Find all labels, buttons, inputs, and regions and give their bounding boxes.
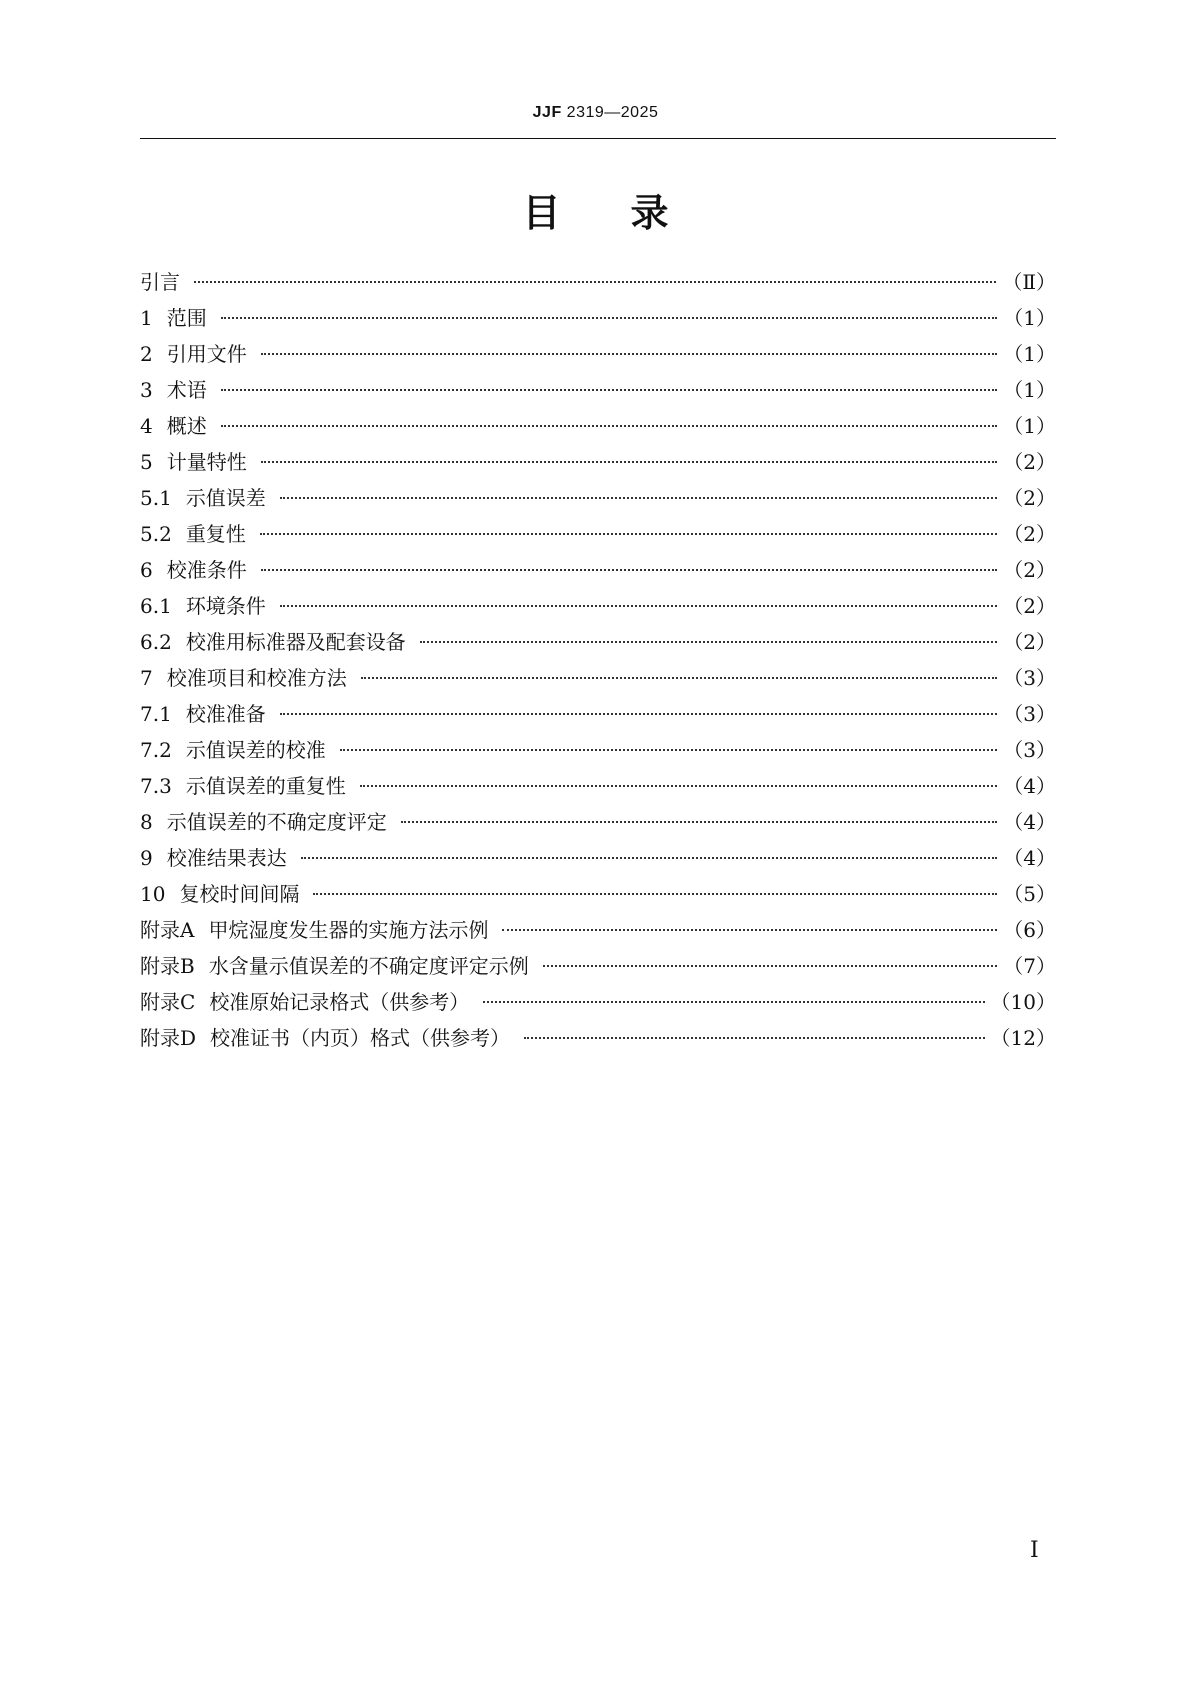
toc-entry-number: 5.2: [140, 522, 172, 546]
toc-entry-page: （4）: [1003, 810, 1056, 834]
toc-entry[interactable]: [140, 408, 1056, 444]
toc-entry-page: （3）: [1003, 702, 1056, 726]
toc-entry[interactable]: [140, 984, 1056, 1020]
toc-entry[interactable]: [140, 768, 1056, 804]
page-number: Ⅰ: [1030, 1538, 1039, 1563]
toc-entry-page: （Ⅱ）: [1002, 270, 1056, 294]
toc-entry-number: 附录D: [140, 1026, 197, 1050]
toc-entry-page: （1）: [1003, 342, 1056, 366]
toc-entry-number: 10: [140, 882, 166, 906]
toc-leader-dots: [360, 785, 997, 787]
toc-entry-page: （4）: [1003, 846, 1056, 870]
toc-entry-number: 9: [140, 846, 153, 870]
toc-entry[interactable]: [140, 876, 1056, 912]
toc-entry-title: 范围: [166, 306, 207, 330]
toc-entry-title: 示值误差: [185, 486, 266, 510]
toc-entry[interactable]: [140, 732, 1056, 768]
standard-code-prefix: JJF: [532, 104, 562, 121]
toc-entry-title: 校准项目和校准方法: [166, 666, 347, 690]
toc-entry-title: 术语: [166, 378, 207, 402]
toc-entry-title: 计量特性: [166, 450, 247, 474]
toc-entry-page: （2）: [1003, 594, 1056, 618]
toc-entry[interactable]: [140, 696, 1056, 732]
toc-entry-title: 甲烷湿度发生器的实施方法示例: [208, 918, 489, 942]
toc-entry[interactable]: [140, 804, 1056, 840]
toc-entry-title: 环境条件: [185, 594, 266, 618]
toc-entry-page: （1）: [1003, 306, 1056, 330]
toc-entry-title: 校准准备: [185, 702, 266, 726]
standard-code-number: 2319—2025: [566, 104, 659, 121]
toc-entry[interactable]: [140, 300, 1056, 336]
toc-entry-page: （1）: [1003, 378, 1056, 402]
toc-entry-number: 附录A: [140, 918, 195, 942]
toc-entry-title: 校准结果表达: [166, 846, 287, 870]
toc-entry[interactable]: [140, 948, 1056, 984]
toc-entry-number: 5.1: [140, 486, 172, 510]
toc-entry-number: 6: [140, 558, 153, 582]
toc-entry[interactable]: [140, 552, 1056, 588]
toc-entry-page: （2）: [1003, 630, 1056, 654]
toc-entry-number: 7.2: [140, 738, 172, 762]
toc-entry-page: （2）: [1003, 558, 1056, 582]
toc-leader-dots: [194, 281, 996, 283]
toc-leader-dots: [361, 677, 998, 679]
header-rule: [140, 138, 1056, 139]
toc-entry-page: （3）: [1003, 738, 1056, 762]
toc-entry-page: （2）: [1003, 450, 1056, 474]
toc-entry[interactable]: [140, 444, 1056, 480]
toc-entry-number: 5: [140, 450, 153, 474]
toc-entry[interactable]: [140, 660, 1056, 696]
toc-leader-dots: [401, 821, 998, 823]
toc-leader-dots: [280, 497, 997, 499]
page-title: 目录: [522, 191, 739, 235]
toc-entry[interactable]: [140, 1020, 1056, 1056]
toc-entry-number: 1: [140, 306, 153, 330]
toc-entry-page: （3）: [1003, 666, 1056, 690]
toc-entry-number: 6.1: [140, 594, 172, 618]
toc-entry[interactable]: [140, 336, 1056, 372]
toc-entry[interactable]: [140, 516, 1056, 552]
toc-entry-number: 4: [140, 414, 153, 438]
toc-leader-dots: [280, 713, 997, 715]
toc-entry-number: 7.3: [140, 774, 172, 798]
toc-entry-number: 7: [140, 666, 153, 690]
toc-leader-dots: [543, 965, 998, 967]
toc-entry-page: （2）: [1003, 522, 1056, 546]
toc-leader-dots: [502, 929, 997, 931]
toc-entry-title: 示值误差的校准: [185, 738, 326, 762]
toc-leader-dots: [221, 317, 998, 319]
toc-entry-page: （5）: [1003, 882, 1056, 906]
toc-leader-dots: [313, 893, 997, 895]
table-of-contents: [140, 264, 1056, 1056]
toc-leader-dots: [260, 533, 997, 535]
toc-leader-dots: [524, 1037, 985, 1039]
toc-entry-number: 8: [140, 810, 153, 834]
toc-entry-number: 2: [140, 342, 153, 366]
toc-entry-number: 3: [140, 378, 153, 402]
toc-entry-title: 示值误差的不确定度评定: [166, 810, 387, 834]
toc-entry-title: 示值误差的重复性: [185, 774, 346, 798]
toc-entry-title: 概述: [166, 414, 207, 438]
toc-entry-number: 6.2: [140, 630, 172, 654]
toc-leader-dots: [301, 857, 998, 859]
toc-entry-number: 7.1: [140, 702, 172, 726]
toc-entry-title: 校准条件: [166, 558, 247, 582]
toc-entry-title: 水含量示值误差的不确定度评定示例: [208, 954, 529, 978]
toc-leader-dots: [340, 749, 997, 751]
toc-entry[interactable]: [140, 480, 1056, 516]
toc-entry[interactable]: [140, 588, 1056, 624]
toc-entry-title: 校准原始记录格式（供参考）: [209, 990, 470, 1014]
toc-entry-page: （10）: [990, 990, 1056, 1014]
toc-entry-page: （1）: [1003, 414, 1056, 438]
toc-entry-title: 校准证书（内页）格式（供参考）: [210, 1026, 511, 1050]
standard-code: [0, 104, 1191, 122]
toc-leader-dots: [261, 461, 998, 463]
toc-entry[interactable]: [140, 624, 1056, 660]
toc-entry[interactable]: [140, 372, 1056, 408]
toc-entry-title: 校准用标准器及配套设备: [185, 630, 406, 654]
toc-entry-title: 复校时间间隔: [179, 882, 300, 906]
toc-entry-page: （7）: [1003, 954, 1056, 978]
toc-entry[interactable]: [140, 840, 1056, 876]
toc-entry-number: 附录C: [140, 990, 196, 1014]
toc-entry-title: 引用文件: [166, 342, 247, 366]
toc-leader-dots: [280, 605, 997, 607]
toc-leader-dots: [420, 641, 997, 643]
toc-entry[interactable]: [140, 912, 1056, 948]
toc-leader-dots: [261, 353, 998, 355]
toc-entry-page: （2）: [1003, 486, 1056, 510]
toc-entry-page: （4）: [1003, 774, 1056, 798]
toc-leader-dots: [261, 569, 998, 571]
toc-entry-title: 引言: [140, 270, 180, 294]
toc-entry-page: （12）: [990, 1026, 1056, 1050]
toc-leader-dots: [221, 389, 998, 391]
toc-entry[interactable]: [140, 264, 1056, 300]
toc-entry-title: 重复性: [185, 522, 246, 546]
toc-entry-page: （6）: [1003, 918, 1056, 942]
toc-leader-dots: [483, 1001, 984, 1003]
toc-leader-dots: [221, 425, 998, 427]
toc-entry-number: 附录B: [140, 954, 195, 978]
